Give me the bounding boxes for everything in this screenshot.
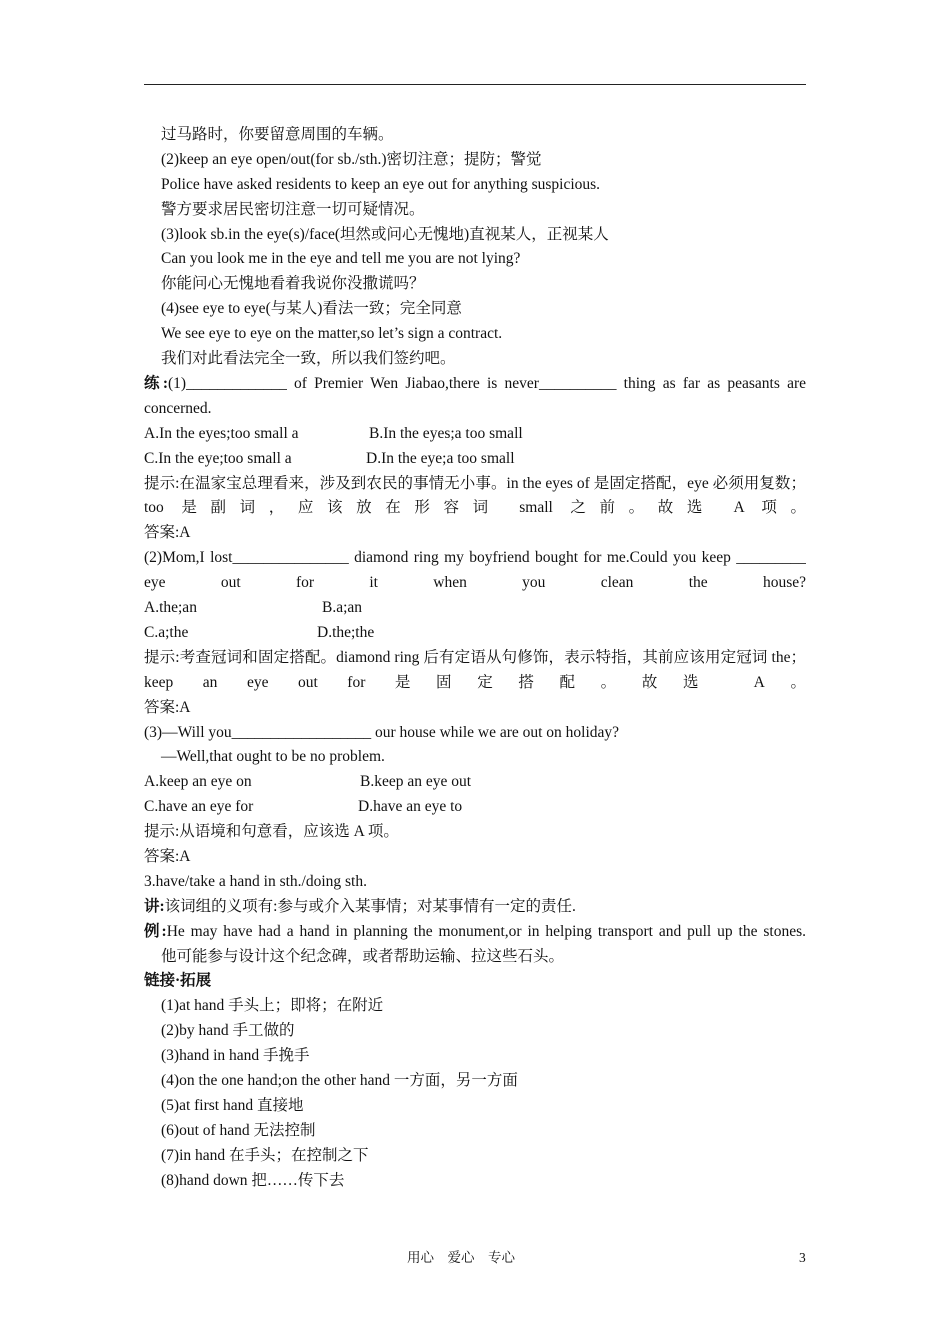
option-b: B.In the eyes;a too small	[369, 424, 523, 442]
section-3-title: 3.have/take a hand in sth./doing sth.	[144, 872, 367, 890]
example-translation: 警方要求居民密切注意一切可疑情况。	[161, 200, 425, 218]
option-c: C.a;the	[144, 623, 189, 641]
option-b: B.keep an eye out	[360, 773, 472, 791]
option-b: B.a;an	[322, 599, 363, 617]
question-3-options-row-2	[144, 795, 806, 820]
page-number: 3	[799, 1250, 806, 1265]
explanation-text: 该词组的义项有:参与或介入某事情；对某事情有一定的责任.	[164, 897, 576, 915]
question-3-reply: —Well,that ought to be no problem.	[161, 748, 385, 766]
option-c: C.have an eye for	[144, 798, 254, 816]
question-2-text: (2)Mom,I lost_______________ diamond ring my boyfriend bought for me.Could you keep _________ eye out for it when you clean the house?	[144, 549, 806, 592]
explanation	[144, 895, 806, 920]
question-1-hint: 提示:在温家宝总理看来，涉及到农民的事情无小事。in the eyes of 是固定搭配，eye 必须用复数；too 是副词，应该放在形容词 small 之前。故选 A 项。	[144, 474, 806, 517]
option-a: A.keep an eye on	[144, 773, 252, 791]
example	[144, 920, 806, 945]
option-d: D.have an eye to	[358, 798, 463, 816]
explanation-label: 讲:	[144, 897, 165, 915]
list-item: (3)hand in hand 手挽手	[161, 1047, 310, 1065]
question-1	[144, 372, 806, 422]
question-3-hint: 提示:从语境和句意看，应该选 A 项。	[144, 823, 399, 841]
example-label: 例:	[144, 922, 167, 940]
list-item: (2)by hand 手工做的	[161, 1022, 295, 1040]
page-footer	[0, 1248, 950, 1268]
phrase-heading: (3)look sb.in the eye(s)/face(坦然或问心无愧地)直视某人，正视某人	[161, 225, 609, 243]
option-a: A.the;an	[144, 599, 197, 617]
option-d: D.In the eye;a too small	[366, 449, 515, 467]
question-3-text: (3)—Will you__________________ our house while we are out on holiday?	[144, 723, 620, 741]
text-line: 过马路时，你要留意周围的车辆。	[161, 126, 394, 143]
document-body	[144, 123, 806, 1193]
question-1-answer: 答案:A	[144, 524, 191, 542]
example-translation: 他可能参与设计这个纪念碑，或者帮助运输、拉这些石头。	[161, 947, 565, 965]
question-2-answer: 答案:A	[144, 698, 191, 716]
footer-motto: 用心 爱心 专心	[407, 1250, 515, 1265]
option-c: C.In the eye;too small a	[144, 449, 292, 467]
example-translation: 你能问心无愧地看着我说你没撒谎吗？	[161, 275, 425, 293]
question-2-hint: 提示:考查冠词和固定搭配。diamond ring 后有定语从句修饰，表示特指，其前应该用定冠词 the；keep an eye out for 是固定搭配。故选 A。	[144, 648, 806, 691]
list-item: (6)out of hand 无法控制	[161, 1121, 316, 1139]
example-translation: 我们对此看法完全一致，所以我们签约吧。	[161, 350, 456, 368]
list-item: (5)at first hand 直接地	[161, 1096, 304, 1114]
phrase-heading: (4)see eye to eye(与某人)看法一致；完全同意	[161, 300, 462, 318]
example-sentence: Police have asked residents to keep an eye out for anything suspicious.	[161, 175, 601, 193]
question-3-answer: 答案:A	[144, 847, 191, 865]
question-1-options-row-2	[144, 447, 806, 472]
list-item: (7)in hand 在手头；在控制之下	[161, 1146, 369, 1164]
question-2-options-row-1	[144, 596, 806, 621]
example-text: He may have had a hand in planning the monument,or in helping transport and pull up the stones.	[166, 922, 806, 940]
question-2-options-row-2	[144, 621, 806, 646]
option-a: A.In the eyes;too small a	[144, 424, 299, 442]
option-d: D.the;the	[317, 623, 375, 641]
phrase-heading: (2)keep an eye open/out(for sb./sth.)密切注意；提防；警觉	[161, 150, 542, 168]
question-3-options-row-1	[144, 770, 806, 795]
example-sentence: Can you look me in the eye and tell me you are not lying?	[161, 250, 521, 268]
extension-title: 链接·拓展	[144, 972, 212, 990]
list-item: (1)at hand 手头上；即将；在附近	[161, 997, 384, 1015]
example-sentence: We see eye to eye on the matter,so let’s sign a contract.	[161, 325, 503, 343]
header-rule	[144, 84, 806, 85]
list-item: (8)hand down 把……传下去	[161, 1171, 345, 1189]
question-1-options-row-1	[144, 422, 806, 447]
list-item: (4)on the one hand;on the other hand 一方面，另一方面	[161, 1071, 518, 1089]
practice-label: 练:	[144, 374, 168, 392]
question-1-text: (1)_____________ of Premier Wen Jiabao,there is never__________ thing as far as peasants are concerned.	[144, 374, 806, 417]
